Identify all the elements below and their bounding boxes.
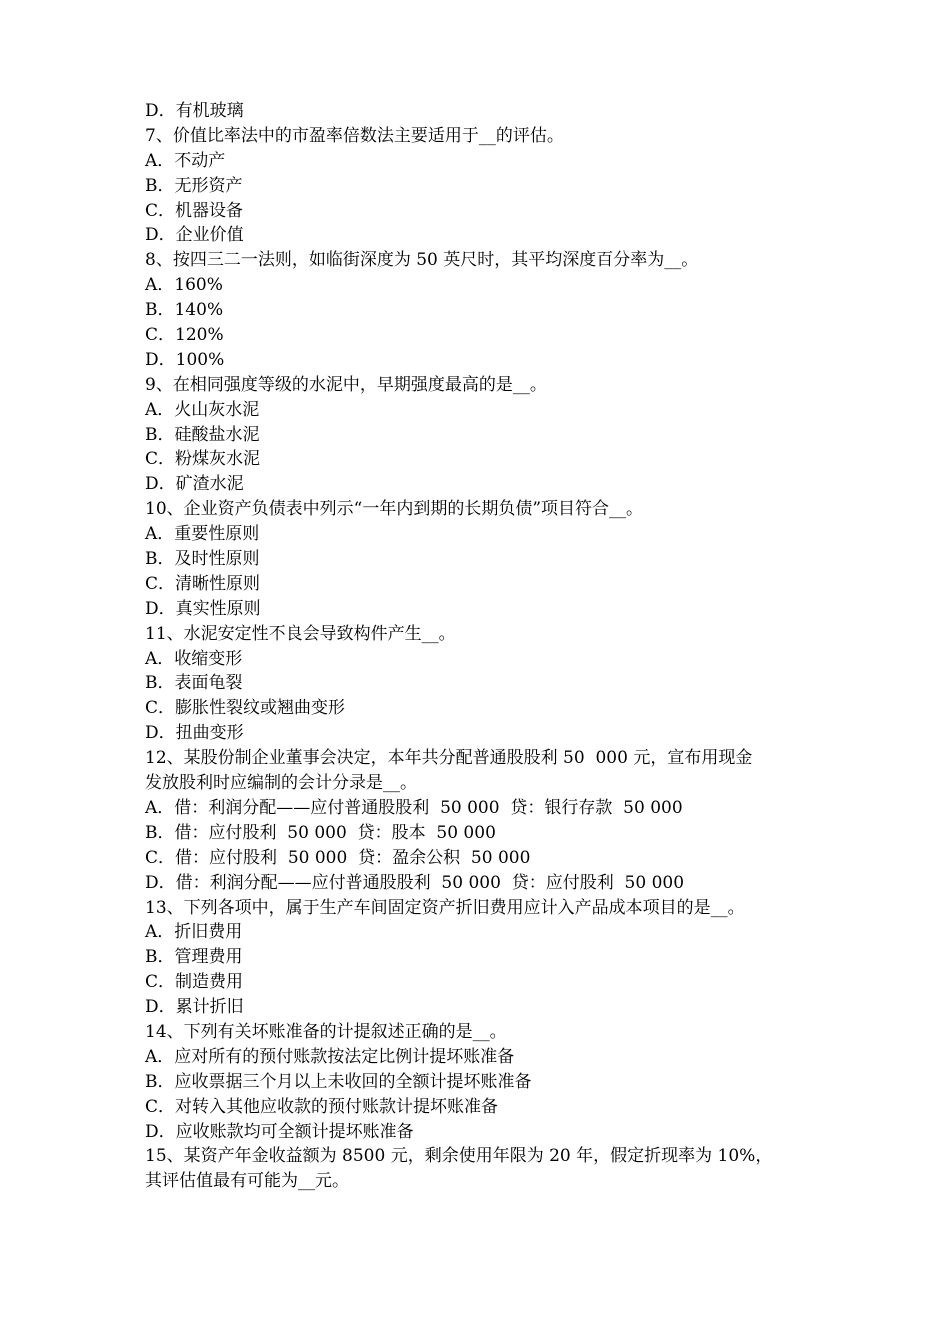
text-line: 14、下列有关坏账准备的计提叙述正确的是__。 [145, 1021, 507, 1042]
text-line: C．机器设备 [145, 200, 244, 221]
text-line: A．160% [145, 275, 223, 296]
text-line: D．借：利润分配——应付普通股股利 50 000 贷：应付股利 50 000 [145, 872, 685, 893]
text-line: 12、某股份制企业董事会决定，本年共分配普通股股利 50 000 元，宣布用现金 [145, 748, 753, 769]
text-line: C．粉煤灰水泥 [145, 449, 261, 470]
text-line: D．有机玻璃 [145, 101, 244, 121]
text-line: C．膨胀性裂纹或翘曲变形 [145, 698, 346, 719]
text-line: A．重要性原则 [145, 524, 260, 545]
document-body [145, 99, 815, 1194]
text-line: 9、在相同强度等级的水泥中，早期强度最高的是__。 [145, 374, 547, 395]
text-line: A．收缩变形 [145, 648, 243, 669]
text-line: 13、下列各项中，属于生产车间固定资产折旧费用应计入产品成本项目的是__。 [145, 897, 745, 918]
text-line: B．表面龟裂 [145, 673, 243, 694]
text-line: C．120% [145, 325, 224, 346]
text-line: A．火山灰水泥 [145, 399, 260, 420]
text-line: D．应收账款均可全额计提坏账准备 [145, 1121, 414, 1142]
text-line: D．真实性原则 [145, 598, 261, 619]
text-line: D．矿渣水泥 [145, 474, 244, 495]
text-line: B．硅酸盐水泥 [145, 424, 260, 445]
text-line: C．制造费用 [145, 972, 244, 993]
text-line: C．借：应付股利 50 000 贷：盈余公积 50 000 [145, 847, 531, 868]
text-line: B．借：应付股利 50 000 贷：股本 50 000 [145, 822, 496, 843]
text-line: B．管理费用 [145, 947, 243, 968]
text-line: B．应收票据三个月以上未收回的全额计提坏账准备 [145, 1071, 532, 1092]
text-line: B．140% [145, 300, 224, 321]
text-line: 8、按四三二一法则，如临街深度为 50 英尺时，其平均深度百分率为__。 [145, 250, 699, 271]
text-line: D．扭曲变形 [145, 723, 244, 744]
text-line: A．折旧费用 [145, 922, 243, 943]
text-line: A．应对所有的预付账款按法定比例计提坏账准备 [145, 1046, 515, 1067]
text-line: A．不动产 [145, 150, 226, 171]
text-line: 10、企业资产负债表中列示“一年内到期的长期负债”项目符合__。 [145, 499, 644, 520]
text-line: D．累计折旧 [145, 997, 244, 1018]
text-line: 其评估值最有可能为__元。 [145, 1171, 349, 1192]
text-line: D．企业价值 [145, 225, 244, 246]
text-line: B．及时性原则 [145, 549, 260, 570]
text-line: 11、水泥安定性不良会导致构件产生__。 [145, 623, 456, 644]
text-line: 15、某资产年金收益额为 8500 元，剩余使用年限为 20 年，假定折现率为 10%， [145, 1146, 773, 1167]
text-line: 发放股利时应编制的会计分录是__。 [145, 773, 417, 794]
text-line: D．100% [145, 349, 225, 370]
text-line: C．对转入其他应收款的预付账款计提坏账准备 [145, 1096, 499, 1117]
text-line: 7、价值比率法中的市盈率倍数法主要适用于__的评估。 [145, 125, 564, 146]
text-line: B．无形资产 [145, 175, 243, 196]
text-line: A．借：利润分配——应付普通股股利 50 000 贷：银行存款 50 000 [145, 797, 683, 818]
text-line: C．清晰性原则 [145, 573, 261, 594]
